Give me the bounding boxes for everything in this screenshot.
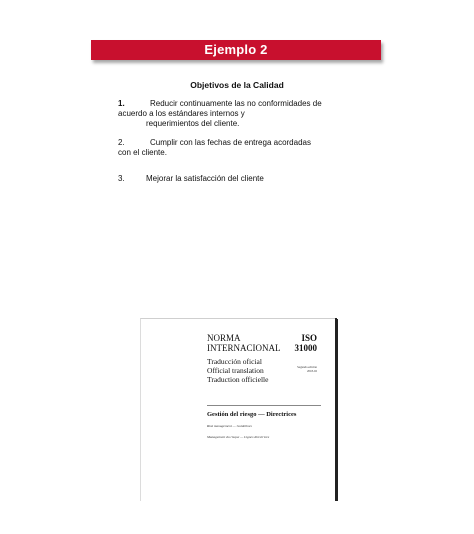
- objective-text-line: Mejorar la satisfacción del cliente: [146, 174, 264, 183]
- divider: [207, 405, 321, 406]
- edition-info: [297, 365, 317, 373]
- banner-title: Ejemplo 2: [204, 42, 268, 57]
- objective-text-line: con el cliente.: [118, 148, 167, 157]
- objective-text-line: Cumplir con las fechas de entrega acordadas: [150, 138, 311, 147]
- iso-standard-cover-image: [140, 318, 335, 501]
- objective-item-2: [118, 138, 338, 160]
- example-banner: [91, 40, 381, 60]
- iso-label: ISO: [301, 333, 317, 343]
- objective-item-3: [118, 174, 338, 186]
- iso-number: 31000: [294, 343, 317, 353]
- standard-type-line: INTERNACIONAL: [207, 343, 281, 353]
- section-heading: Objetivos de la Calidad: [190, 80, 284, 90]
- translation-line: Traducción oficial: [207, 357, 262, 366]
- objective-number: 2.: [118, 138, 125, 147]
- objective-text-line: Reducir continuamente las no conformidades de: [150, 99, 322, 108]
- standard-type-label: [207, 333, 281, 353]
- objective-text-line: requerimientos del cliente.: [146, 119, 240, 128]
- standard-subtitle-en: Risk management — Guidelines: [207, 424, 252, 428]
- iso-identifier: [295, 333, 318, 353]
- edition-label: Segunda edición: [297, 365, 317, 369]
- page-edge-shadow: [336, 319, 338, 501]
- translation-line: Official translation: [207, 366, 264, 375]
- translation-line: Traduction officielle: [207, 375, 269, 384]
- objective-item-1: [118, 99, 338, 131]
- edition-date: 2018-02: [307, 369, 317, 373]
- translation-notes: [207, 357, 268, 384]
- objective-number: 3.: [118, 174, 125, 183]
- objective-text-line: acuerdo a los estándares internos y: [118, 109, 245, 118]
- standard-subtitle-fr: Management du risque — Lignes directrices: [207, 435, 270, 439]
- standard-type-line: NORMA: [207, 333, 241, 343]
- standard-title: Gestión del riesgo — Directrices: [207, 411, 297, 418]
- objective-number: 1.: [118, 99, 125, 108]
